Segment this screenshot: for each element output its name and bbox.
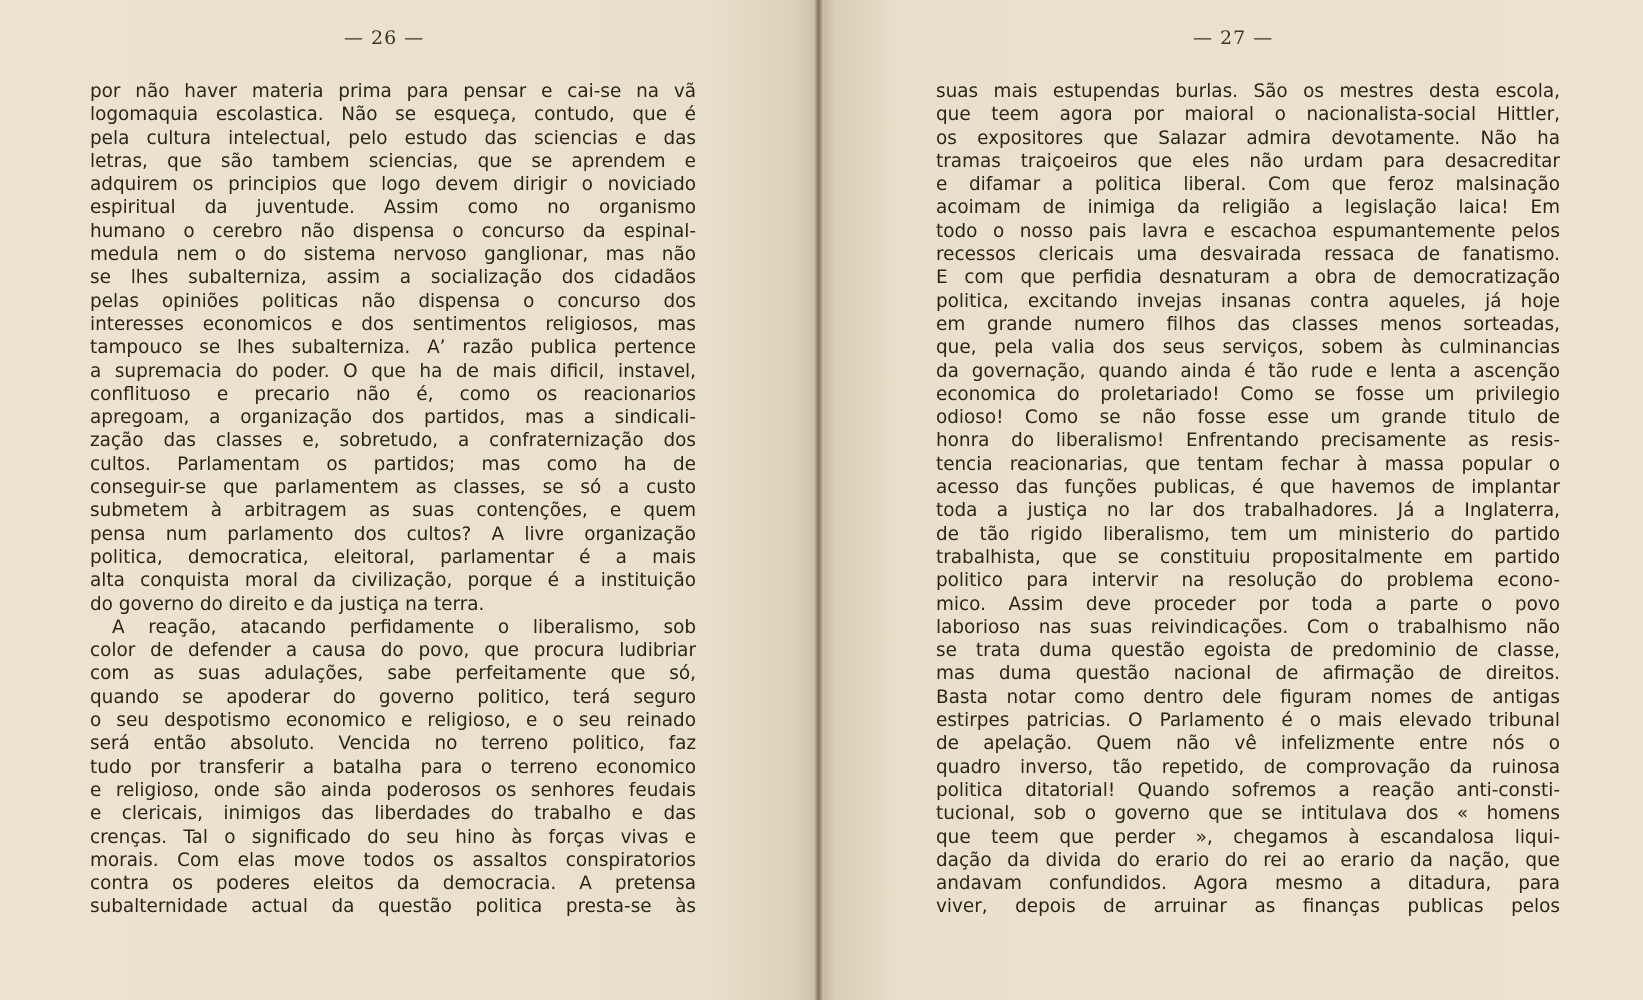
text-line: acoimam de inimiga da religião a legislação laica! Em — [936, 197, 1560, 219]
text-line: estirpes patricias. O Parlamento é o mais elevado tribunal — [936, 710, 1560, 732]
text-line: da governação, quando ainda é tão rude e lenta a ascenção — [936, 360, 1560, 382]
text-line: tampouco se lhes subalterniza. A’ razão publica pertence — [90, 337, 696, 359]
text-line: dação da divida do erario do rei ao erario da nação, que — [936, 849, 1560, 871]
text-line: logomaquia escolastica. Não se esqueça, contudo, que é — [90, 104, 696, 126]
text-line: recessos clericais uma desvairada ressaca de fanatismo. — [936, 244, 1560, 266]
text-line: economica do proletariado! Como se fosse um privilegio — [936, 383, 1560, 405]
text-line: crenças. Tal o significado do seu hino às forças vivas e — [90, 826, 696, 848]
text-line: acesso das funções publicas, é que havemos de implantar — [936, 477, 1560, 499]
text-line: viver, depois de arruinar as finanças publicas pelos — [936, 896, 1560, 918]
text-line: conseguir-se que parlamentem as classes, se só a custo — [90, 477, 696, 499]
text-line: com as suas adulações, sabe perfeitamente que só, — [90, 663, 696, 685]
text-line: de tão rigido liberalismo, tem um ministerio do partido — [936, 523, 1560, 545]
text-line: tudo por transferir a batalha para o terreno economico — [90, 756, 696, 778]
text-line: A reação, atacando perfidamente o liberalismo, sob — [112, 616, 696, 638]
text-line: mas duma questão nacional de afirmação de direitos. — [936, 663, 1560, 685]
text-line: todo o nosso pais lavra e escachoa espumantemente pelos — [936, 220, 1560, 242]
text-line: em grande numero filhos das classes menos sorteadas, — [936, 313, 1560, 335]
text-line: e difamar a politica liberal. Com que feroz malsinação — [936, 174, 1560, 196]
text-line: politica ditatorial! Quando sofremos a reação anti-consti- — [936, 779, 1560, 801]
text-line: politica, excitando invejas insanas contra aqueles, já hoje — [936, 290, 1560, 312]
text-line: tucional, sob o governo que se intitulava dos « homens — [936, 803, 1560, 825]
text-line: os expositores que Salazar admira devotamente. Não ha — [936, 127, 1560, 149]
text-line: E com que perfidia desnaturam a obra de democratização — [936, 267, 1560, 289]
text-line: letras, que são tambem sciencias, que se aprendem e — [90, 150, 696, 172]
text-line: laborioso nas suas reivindicações. Com o trabalhismo não — [936, 616, 1560, 638]
text-line: por não haver materia prima para pensar e cai-se na vã — [90, 81, 696, 102]
text-line: tencia reacionarias, que tentam fechar à massa popular o — [936, 453, 1560, 475]
text-line: odioso! Como se não fosse esse um grande titulo de — [936, 407, 1560, 429]
text-line: medula nem o do sistema nervoso ganglionar, mas não — [90, 244, 696, 266]
text-line: pela cultura intelectual, pelo estudo das sciencias e das — [90, 127, 696, 149]
text-line: e religioso, onde são ainda poderosos os senhores feudais — [90, 779, 696, 801]
text-line: mico. Assim deve proceder por toda a parte o povo — [936, 593, 1560, 615]
text-line: que, pela valia dos seus serviços, sobem às culminancias — [936, 337, 1560, 359]
text-line: do governo do direito e da justiça na terra. — [90, 593, 485, 615]
text-line: subalternidade actual da questão politica presta-se às — [90, 896, 696, 918]
left-page-text — [90, 80, 696, 919]
text-line: quando se apoderar do governo politico, terá seguro — [90, 686, 696, 708]
text-line: será então absoluto. Vencida no terreno politico, faz — [90, 733, 696, 755]
text-line: o seu despotismo economico e religioso, e o seu reinado — [90, 710, 696, 732]
text-line: se lhes subalterniza, assim a socialização dos cidadãos — [90, 267, 696, 289]
left-page — [0, 0, 818, 1000]
text-line: toda a justiça no lar dos trabalhadores. Já a Inglaterra, — [936, 500, 1560, 522]
text-line: trabalhista, que se constituiu propositalmente em partido — [936, 546, 1560, 568]
text-line: andavam confundidos. Agora mesmo a ditadura, para — [936, 873, 1560, 895]
text-line: contra os poderes eleitos da democracia. A pretensa — [90, 873, 696, 895]
right-page — [818, 0, 1643, 1000]
text-line: conflituoso e precario não é, como os reacionarios — [90, 383, 696, 405]
text-line: color de defender a causa do povo, que procura ludibriar — [90, 640, 696, 662]
text-line: quadro inverso, tão repetido, de comprovação da ruinosa — [936, 756, 1560, 778]
text-line: a supremacia do poder. O que ha de mais dificil, instavel, — [90, 360, 696, 382]
text-line: interesses economicos e dos sentimentos religiosos, mas — [90, 313, 696, 335]
book-gutter — [814, 0, 824, 1000]
text-line: apregoam, a organização dos partidos, mas a sindicali- — [90, 407, 696, 429]
right-page-text — [936, 80, 1560, 919]
text-line: Basta notar como dentro dele figuram nomes de antigas — [936, 686, 1560, 708]
text-line: pelas opiniões politicas não dispensa o concurso dos — [90, 290, 696, 312]
text-line: submetem à arbitragem as suas contenções, e quem — [90, 500, 696, 522]
page-number-right: — 27 — — [1193, 27, 1274, 49]
text-line: se trata duma questão egoista de predominio de classe, — [936, 640, 1560, 662]
text-line: suas mais estupendas burlas. São os mestres desta escola, — [936, 81, 1560, 102]
text-line: politico para intervir na resolução do problema econo- — [936, 570, 1560, 592]
text-line: humano o cerebro não dispensa o concurso da espinal- — [90, 220, 696, 242]
text-line: honra do liberalismo! Enfrentando precisamente as resis- — [936, 430, 1560, 452]
text-line: zação das classes e, sobretudo, a confraternização dos — [90, 430, 696, 452]
text-line: e clericais, inimigos das liberdades do trabalho e das — [90, 803, 696, 825]
text-line: politica, democratica, eleitoral, parlamentar é a mais — [90, 546, 696, 568]
text-line: alta conquista moral da civilização, porque é a instituição — [90, 570, 696, 592]
text-line: que teem agora por maioral o nacionalista-social Hittler, — [936, 104, 1560, 126]
text-line: de apelação. Quem não vê infelizmente entre nós o — [936, 733, 1560, 755]
text-line: cultos. Parlamentam os partidos; mas como ha de — [90, 453, 696, 475]
text-line: morais. Com elas move todos os assaltos conspiratorios — [90, 849, 696, 871]
text-line: que teem que perder », chegamos à escandalosa liqui- — [936, 826, 1560, 848]
text-line: tramas traiçoeiros que eles não urdam para desacreditar — [936, 150, 1560, 172]
text-line: pensa num parlamento dos cultos? A livre organização — [90, 523, 696, 545]
text-line: espiritual da juventude. Assim como no organismo — [90, 197, 696, 219]
page-number-left: — 26 — — [344, 27, 425, 49]
text-line: adquirem os principios que logo devem dirigir o noviciado — [90, 174, 696, 196]
